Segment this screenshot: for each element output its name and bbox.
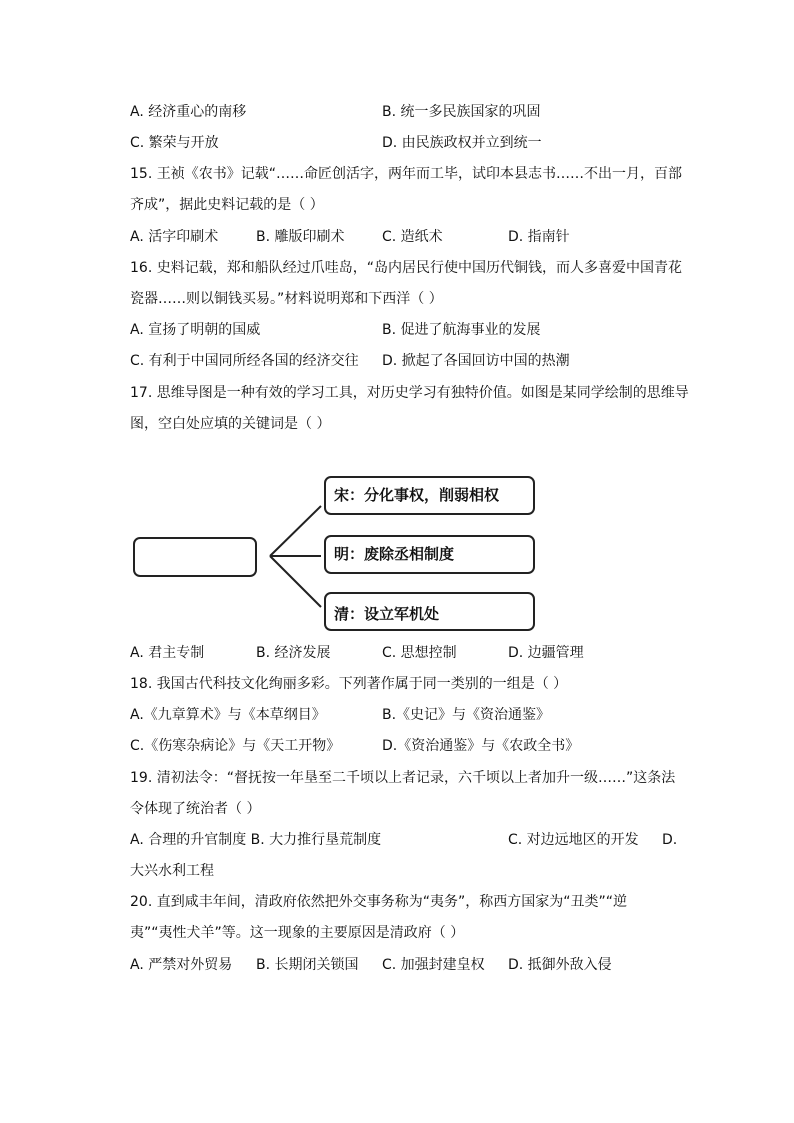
mind-map-branch-song — [324, 476, 535, 515]
q19-option-d-letter: D. — [662, 832, 678, 848]
mind-map-branch-qing — [324, 592, 535, 631]
q20-option-d: D. 抵御外敌入侵 — [508, 957, 612, 973]
mind-map-blank-center-box — [133, 537, 257, 577]
q17-option-a: A. 君主专制 — [130, 645, 205, 661]
mind-map-branch-ming — [324, 535, 535, 574]
mind-map-connector-lines — [255, 495, 335, 620]
q19-option-c: C. 对边远地区的开发 — [508, 832, 639, 848]
q15-option-b: B. 雕版印刷术 — [256, 229, 345, 245]
q17-stem-line1: 17. 思维导图是一种有效的学习工具，对历史学习有独特价值。如图是某同学绘制的思维导 — [130, 385, 689, 401]
q16-stem-line2: 瓷器……则以铜钱买易。”材料说明郑和下西洋（ ） — [130, 291, 443, 307]
branch-song-label: 宋：分化事权，削弱相权 — [334, 486, 500, 504]
q16-stem-line1: 16. 史料记载，郑和船队经过爪哇岛，“岛内居民行使中国历代铜钱，而人多喜爱中国青花 — [130, 260, 682, 276]
q14-option-a: A. 经济重心的南移 — [130, 104, 247, 120]
q15-option-a: A. 活字印刷术 — [130, 229, 219, 245]
q18-option-c: C.《伤寒杂病论》与《天工开物》 — [130, 738, 341, 754]
q14-option-b: B. 统一多民族国家的巩固 — [382, 104, 541, 120]
q14-option-c: C. 繁荣与开放 — [130, 135, 219, 151]
q15-option-d: D. 指南针 — [508, 229, 570, 245]
q18-stem-line1: 18. 我国古代科技文化绚丽多彩。下列著作属于同一类别的一组是（ ） — [130, 676, 568, 692]
q17-option-b: B. 经济发展 — [256, 645, 331, 661]
q14-option-d: D. 由民族政权并立到统一 — [382, 135, 542, 151]
q18-option-a: A.《九章算术》与《本草纲目》 — [130, 707, 326, 723]
q16-option-b: B. 促进了航海事业的发展 — [382, 322, 541, 338]
q17-option-d: D. 边疆管理 — [508, 645, 584, 661]
q17-option-c: C. 思想控制 — [382, 645, 457, 661]
q15-option-c: C. 造纸术 — [382, 229, 443, 245]
branch-ming-label: 明：废除丞相制度 — [334, 545, 455, 563]
q18-option-b: B.《史记》与《资治通鉴》 — [382, 707, 551, 723]
q16-option-c: C. 有利于中国同所经各国的经济交往 — [130, 353, 359, 369]
branch-qing-label: 清：设立军机处 — [334, 605, 440, 623]
q20-option-b: B. 长期闭关锁国 — [256, 957, 359, 973]
q20-stem-line1: 20. 直到咸丰年间，清政府依然把外交事务称为“夷务”，称西方国家为“丑类”“逆 — [130, 894, 627, 910]
q19-option-ab: A. 合理的升官制度 B. 大力推行垦荒制度 — [130, 832, 382, 848]
q19-option-d-text: 大兴水利工程 — [130, 863, 214, 879]
q16-option-a: A. 宣扬了明朝的国威 — [130, 322, 261, 338]
q20-stem-line2: 夷”“夷性犬羊”等。这一现象的主要原因是清政府（ ） — [130, 925, 465, 941]
q16-option-d: D. 掀起了各国回访中国的热潮 — [382, 353, 570, 369]
q19-stem-line2: 令体现了统治者（ ） — [130, 801, 261, 817]
q15-stem-line1: 15. 王祯《农书》记载“……命匠创活字，两年而工毕，试印本县志书……不出一月，百部 — [130, 166, 682, 182]
q15-stem-line2: 齐成”，据此史料记载的是（ ） — [130, 197, 324, 213]
q18-option-d: D.《资治通鉴》与《农政全书》 — [382, 738, 580, 754]
q19-stem-line1: 19. 清初法令：“督抚按一年垦至二千顷以上者记录，六千顷以上者加升一级……”这条法 — [130, 770, 676, 786]
q17-stem-line2: 图，空白处应填的关键词是（ ） — [130, 416, 331, 432]
q20-option-c: C. 加强封建皇权 — [382, 957, 485, 973]
q20-option-a: A. 严禁对外贸易 — [130, 957, 233, 973]
